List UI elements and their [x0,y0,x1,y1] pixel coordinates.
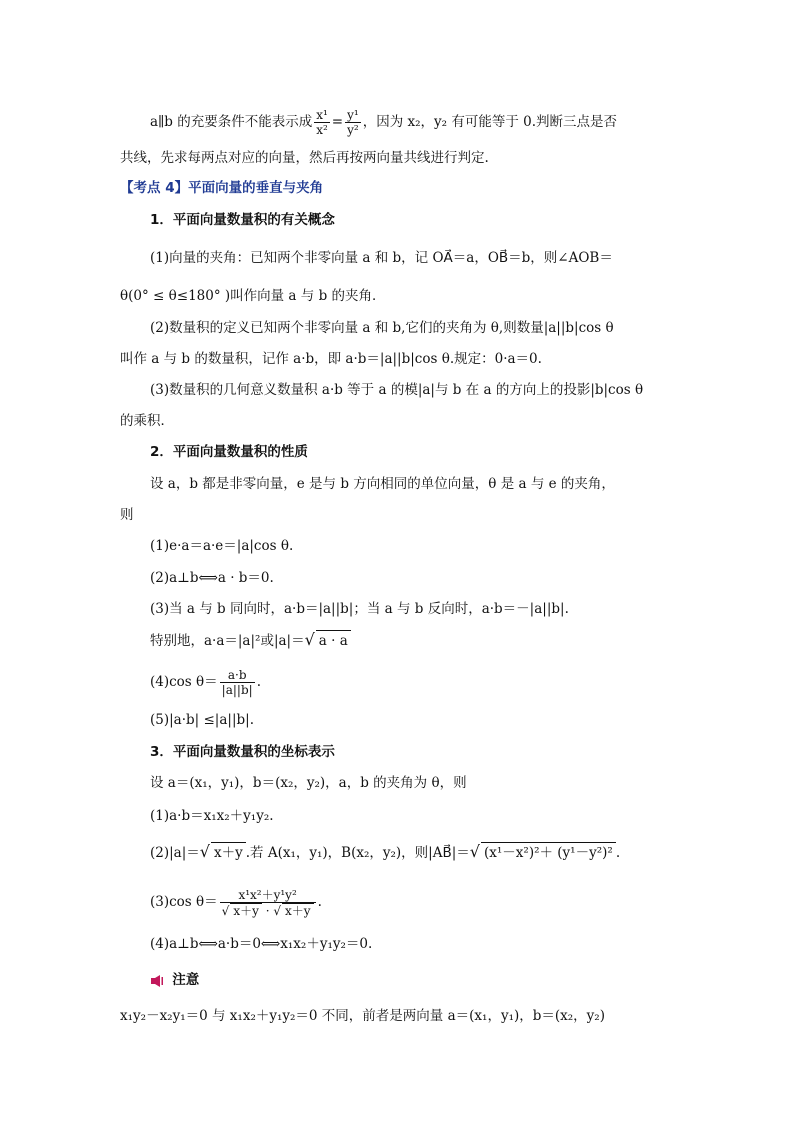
note-text: x₁y₂－x₂y₁＝0 与 x₁x₂＋y₁y₂＝0 不同，前者是两向量 a＝(x₁，y₁)，b＝(x₂，y₂) [120,1008,605,1024]
p2-line-2: 则 [120,507,134,523]
p3-line-3: (2)|a|＝√ x＋y .若 A(x₁，y₁)，B(x₂，y₂)，则|AB⃗|＝√ (x¹－x²)²＋ (y¹－y²)² . [150,842,621,861]
note-heading [150,970,680,990]
p3-line-1: 设 a＝(x₁，y₁)，b＝(x₂，y₂)，a，b 的夹角为 θ，则 [150,775,467,791]
p2-line-4: (2)a⊥b⟺a · b＝0. [150,570,274,586]
p1-line-6: 的乘积． [120,413,174,429]
section-heading [120,178,680,198]
p2-line-8: (5)|a·b| ≤|a||b|. [150,712,254,728]
heading-1: 1．平面向量数量积的有关概念 [150,212,335,228]
p3-line-5: (4)a⊥b⟺a·b＝0⟺x₁x₂＋y₁y₂＝0. [150,936,373,952]
p2-line-6: 特别地，a·a＝|a|²或|a|＝√ a · a [150,630,680,651]
p1-line-1: (1)向量的夹角：已知两个非零向量 a 和 b，记 OA⃗＝a，OB⃗＝b，则∠AOB＝ [150,250,613,266]
p2-line-3: (1)e·a＝a·e＝|a|cos θ. [150,538,294,554]
p2-line-1: 设 a，b 都是非零向量，e 是与 b 方向相同的单位向量，θ 是 a 与 e 的夹角， [150,476,615,492]
section-title: 平面向量的垂直与夹角 [188,180,324,196]
sqrt-xy: x＋y [211,842,246,863]
intro-line-2: 共线，先求每两点对应的向量，然后再按两向量共线进行判定. [120,150,489,166]
speaker-icon [150,974,164,988]
sqrt-ab: (x¹－x²)²＋ (y¹－y²)² [481,842,616,863]
section-tag: 【考点 4】 [120,180,189,196]
p1-line-5: (3)数量积的几何意义数量积 a·b 等于 a 的模|a|与 b 在 a 的方向上的投影|b|cos θ [150,382,644,398]
p1-line-4: 叫作 a 与 b 的数量积，记作 a·b，即 a·b＝|a||b|cos θ.规定：0·a＝0. [120,351,542,367]
fraction-x: $\frac{\text{x¹}}{\text{x²}}$ [316,108,328,137]
intro-line-1: a∥b 的充要条件不能表示成 $\frac{\text{x¹}}{\text{x²}}$ = $\frac{\text{y¹}}{\text{y²}}$ ，因为 x₂，y₂ 有可能等于 0.判断三点是否 [150,108,618,137]
note-label: 注意 [172,972,200,988]
heading-3: 3．平面向量数量积的坐标表示 [150,744,335,760]
p3-line-4: (3)cos θ＝ $\frac{\text{x¹x²＋y¹y²}}{√ x+y \cdot √ x+y}$ . [150,887,322,918]
intro-text-a: a∥b 的充要条件不能表示成 [150,114,313,130]
p1-line-3: (2)数量积的定义已知两个非零向量 a 和 b,它们的夹角为 θ,则数量|a||b|cos θ [150,320,614,336]
p2-line-5: (3)当 a 与 b 同向时，a·b＝|a||b|；当 a 与 b 反向时，a·b＝－|a||b|. [150,601,569,617]
heading-2: 2．平面向量数量积的性质 [150,444,308,460]
p2-line-7: (4)cos θ＝ $\frac{a\cdot b}{|a||b|}$ . [150,668,261,697]
intro-text-b: ，因为 x₂，y₂ 有可能等于 0.判断三点是否 [362,114,618,130]
p3-line-2: (1)a·b＝x₁x₂＋y₁y₂. [150,808,274,824]
p1-line-2: θ(0° ≤ θ≤180° )叫作向量 a 与 b 的夹角． [120,288,386,304]
sqrt-aa: a · a [316,630,351,651]
fraction-cos-coord: $\frac{\text{x¹x²＋y¹y²}}{√ x+y \cdot √ x+y}$ [220,888,316,918]
fraction-cos: $\frac{a\cdot b}{|a||b|}$ [221,668,253,697]
fraction-y: $\frac{\text{y¹}}{\text{y²}}$ [347,108,359,137]
